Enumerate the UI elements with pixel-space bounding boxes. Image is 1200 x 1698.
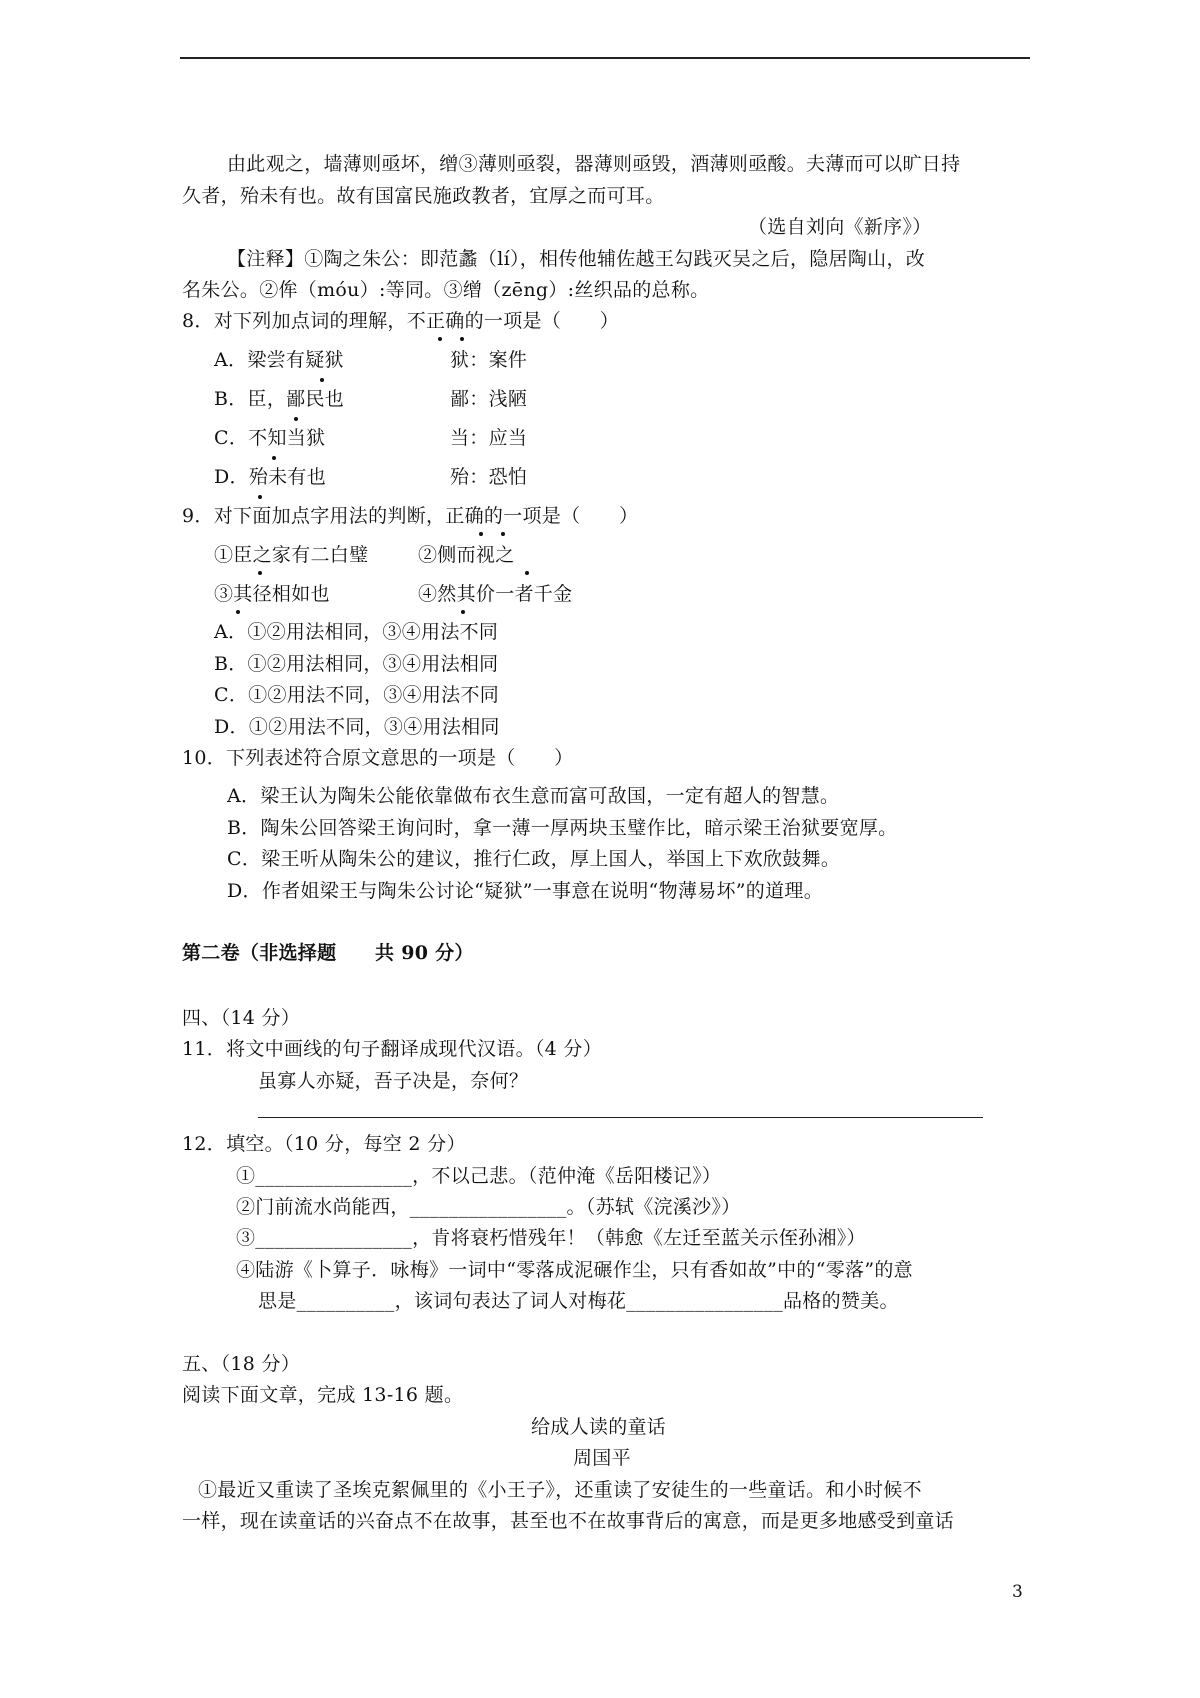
emphasis-dot (438, 337, 442, 341)
q11-answer-line (258, 1117, 983, 1118)
q10-option-a: A．梁王认为陶朱公能依靠做布衣生意而富可敌国，一定有超人的智慧。 (227, 785, 840, 807)
emphasis-dot (258, 495, 262, 499)
section-5-heading: 五、（18 分） (182, 1353, 301, 1375)
q8-option-d-right: 殆：恐怕 (450, 466, 528, 488)
passage-line-2: 久者，殆未有也。故有国富民施政教者，宜厚之而可耳。 (182, 185, 665, 207)
q12-item-1: ①________________，不以己悲。（范仲淹《岳阳楼记》） (236, 1165, 722, 1187)
note-line-1: 【注释】①陶之朱公：即范蠡（lí），相传他辅佐越王勾践灭吴之后，隐居陶山，改 (227, 248, 926, 270)
q9-option-a: A．①②用法相同，③④用法不同 (214, 621, 499, 643)
q10-option-b: B．陶朱公回答梁王询问时，拿一薄一厚两块玉璧作比，暗示梁王治狱要宽厚。 (227, 817, 898, 839)
page-number: 3 (1012, 1582, 1023, 1602)
header-rule (180, 57, 1030, 59)
volume-2-heading: 第二卷（非选择题 共 90 分） (182, 942, 474, 964)
passage-line-1: 由此观之，墙薄则亟坏，缯③薄则亟裂，器薄则亟毁，酒薄则亟酸。夫薄而可以旷日持 (227, 153, 961, 175)
q9-item-1: ①臣之家有二白璧 (214, 544, 369, 566)
article-title: 给成人读的童话 (531, 1416, 667, 1438)
q12-item-4-cont: 思是__________，该词句表达了词人对梅花________________品格的赞美。 (258, 1290, 899, 1312)
article-para-1-line-1: ①最近又重读了圣埃克絮佩里的《小王子》，还重读了安徒生的一些童话。和小时候不 (198, 1479, 922, 1501)
q8-option-c-left: C．不知当狱 (214, 427, 326, 449)
emphasis-dot (525, 571, 529, 575)
q9-option-d: D．①②用法不同，③④用法相同 (214, 716, 500, 738)
q9-option-b: B．①②用法相同，③④用法相同 (214, 653, 499, 675)
q8-option-d-left: D．殆未有也 (214, 466, 327, 488)
q8-option-a-right: 狱：案件 (450, 349, 528, 371)
article-para-1-line-2: 一样，现在读童话的兴奋点不在故事，甚至也不在故事背后的寓意，而是更多地感受到童话 (182, 1510, 955, 1532)
article-author: 周国平 (573, 1447, 631, 1469)
q8-option-a-left: A．梁尝有疑狱 (214, 349, 344, 371)
q12-item-3: ③________________，肯将衰朽惜残年！（韩愈《左迁至蓝关示侄孙湘》） (236, 1227, 866, 1249)
q9-item-2: ②侧而视之 (418, 544, 515, 566)
q8-option-b-right: 鄙：浅陋 (450, 388, 528, 410)
q12-item-4: ④陆游《卜算子．咏梅》一词中“零落成泥碾作尘，只有香如故”中的“零落”的意 (236, 1259, 913, 1281)
emphasis-dot (460, 337, 464, 341)
q10-option-d: D．作者姐梁王与陶朱公讨论“疑狱”一事意在说明“物薄易坏”的道理。 (227, 880, 823, 902)
emphasis-dot (258, 571, 262, 575)
q8-option-b-left: B．臣，鄙民也 (214, 388, 345, 410)
note-line-2: 名朱公。②侔（móu）:等同。③缯（zēng）:丝织品的总称。 (182, 279, 710, 301)
q11-stem: 11．将文中画线的句子翻译成现代汉语。（4 分） (182, 1038, 603, 1060)
q10-stem: 10．下列表述符合原文意思的一项是（ ） (182, 747, 574, 769)
q10-option-c: C．梁王听从陶朱公的建议，推行仁政，厚上国人，举国上下欢欣鼓舞。 (227, 848, 841, 870)
emphasis-dot (294, 417, 298, 421)
q12-item-2: ②门前流水尚能西，________________。（苏轼《浣溪沙》） (236, 1196, 741, 1218)
q8-option-c-right: 当：应当 (450, 427, 528, 449)
passage-source: （选自刘向《新序》） (748, 216, 932, 238)
q9-option-c: C．①②用法不同，③④用法不同 (214, 684, 500, 706)
section-5-intro: 阅读下面文章，完成 13-16 题。 (182, 1384, 464, 1406)
emphasis-dot (272, 456, 276, 460)
q9-item-4: ④然其价一者千金 (418, 583, 573, 605)
q11-sentence: 虽寡人亦疑，吾子决是，奈何？ (258, 1070, 529, 1092)
q9-item-3: ③其径相如也 (214, 583, 330, 605)
emphasis-dot (461, 610, 465, 614)
emphasis-dot (479, 532, 483, 536)
emphasis-dot (236, 610, 240, 614)
emphasis-dot (320, 378, 324, 382)
section-4-heading: 四、（14 分） (182, 1007, 301, 1029)
q9-stem: 9．对下面加点字用法的判断，正确的一项是（ ） (182, 505, 639, 527)
q12-stem: 12．填空。（10 分，每空 2 分） (182, 1133, 466, 1155)
q8-stem: 8．对下列加点词的理解，不正确的一项是（ ） (182, 310, 619, 332)
emphasis-dot (501, 532, 505, 536)
